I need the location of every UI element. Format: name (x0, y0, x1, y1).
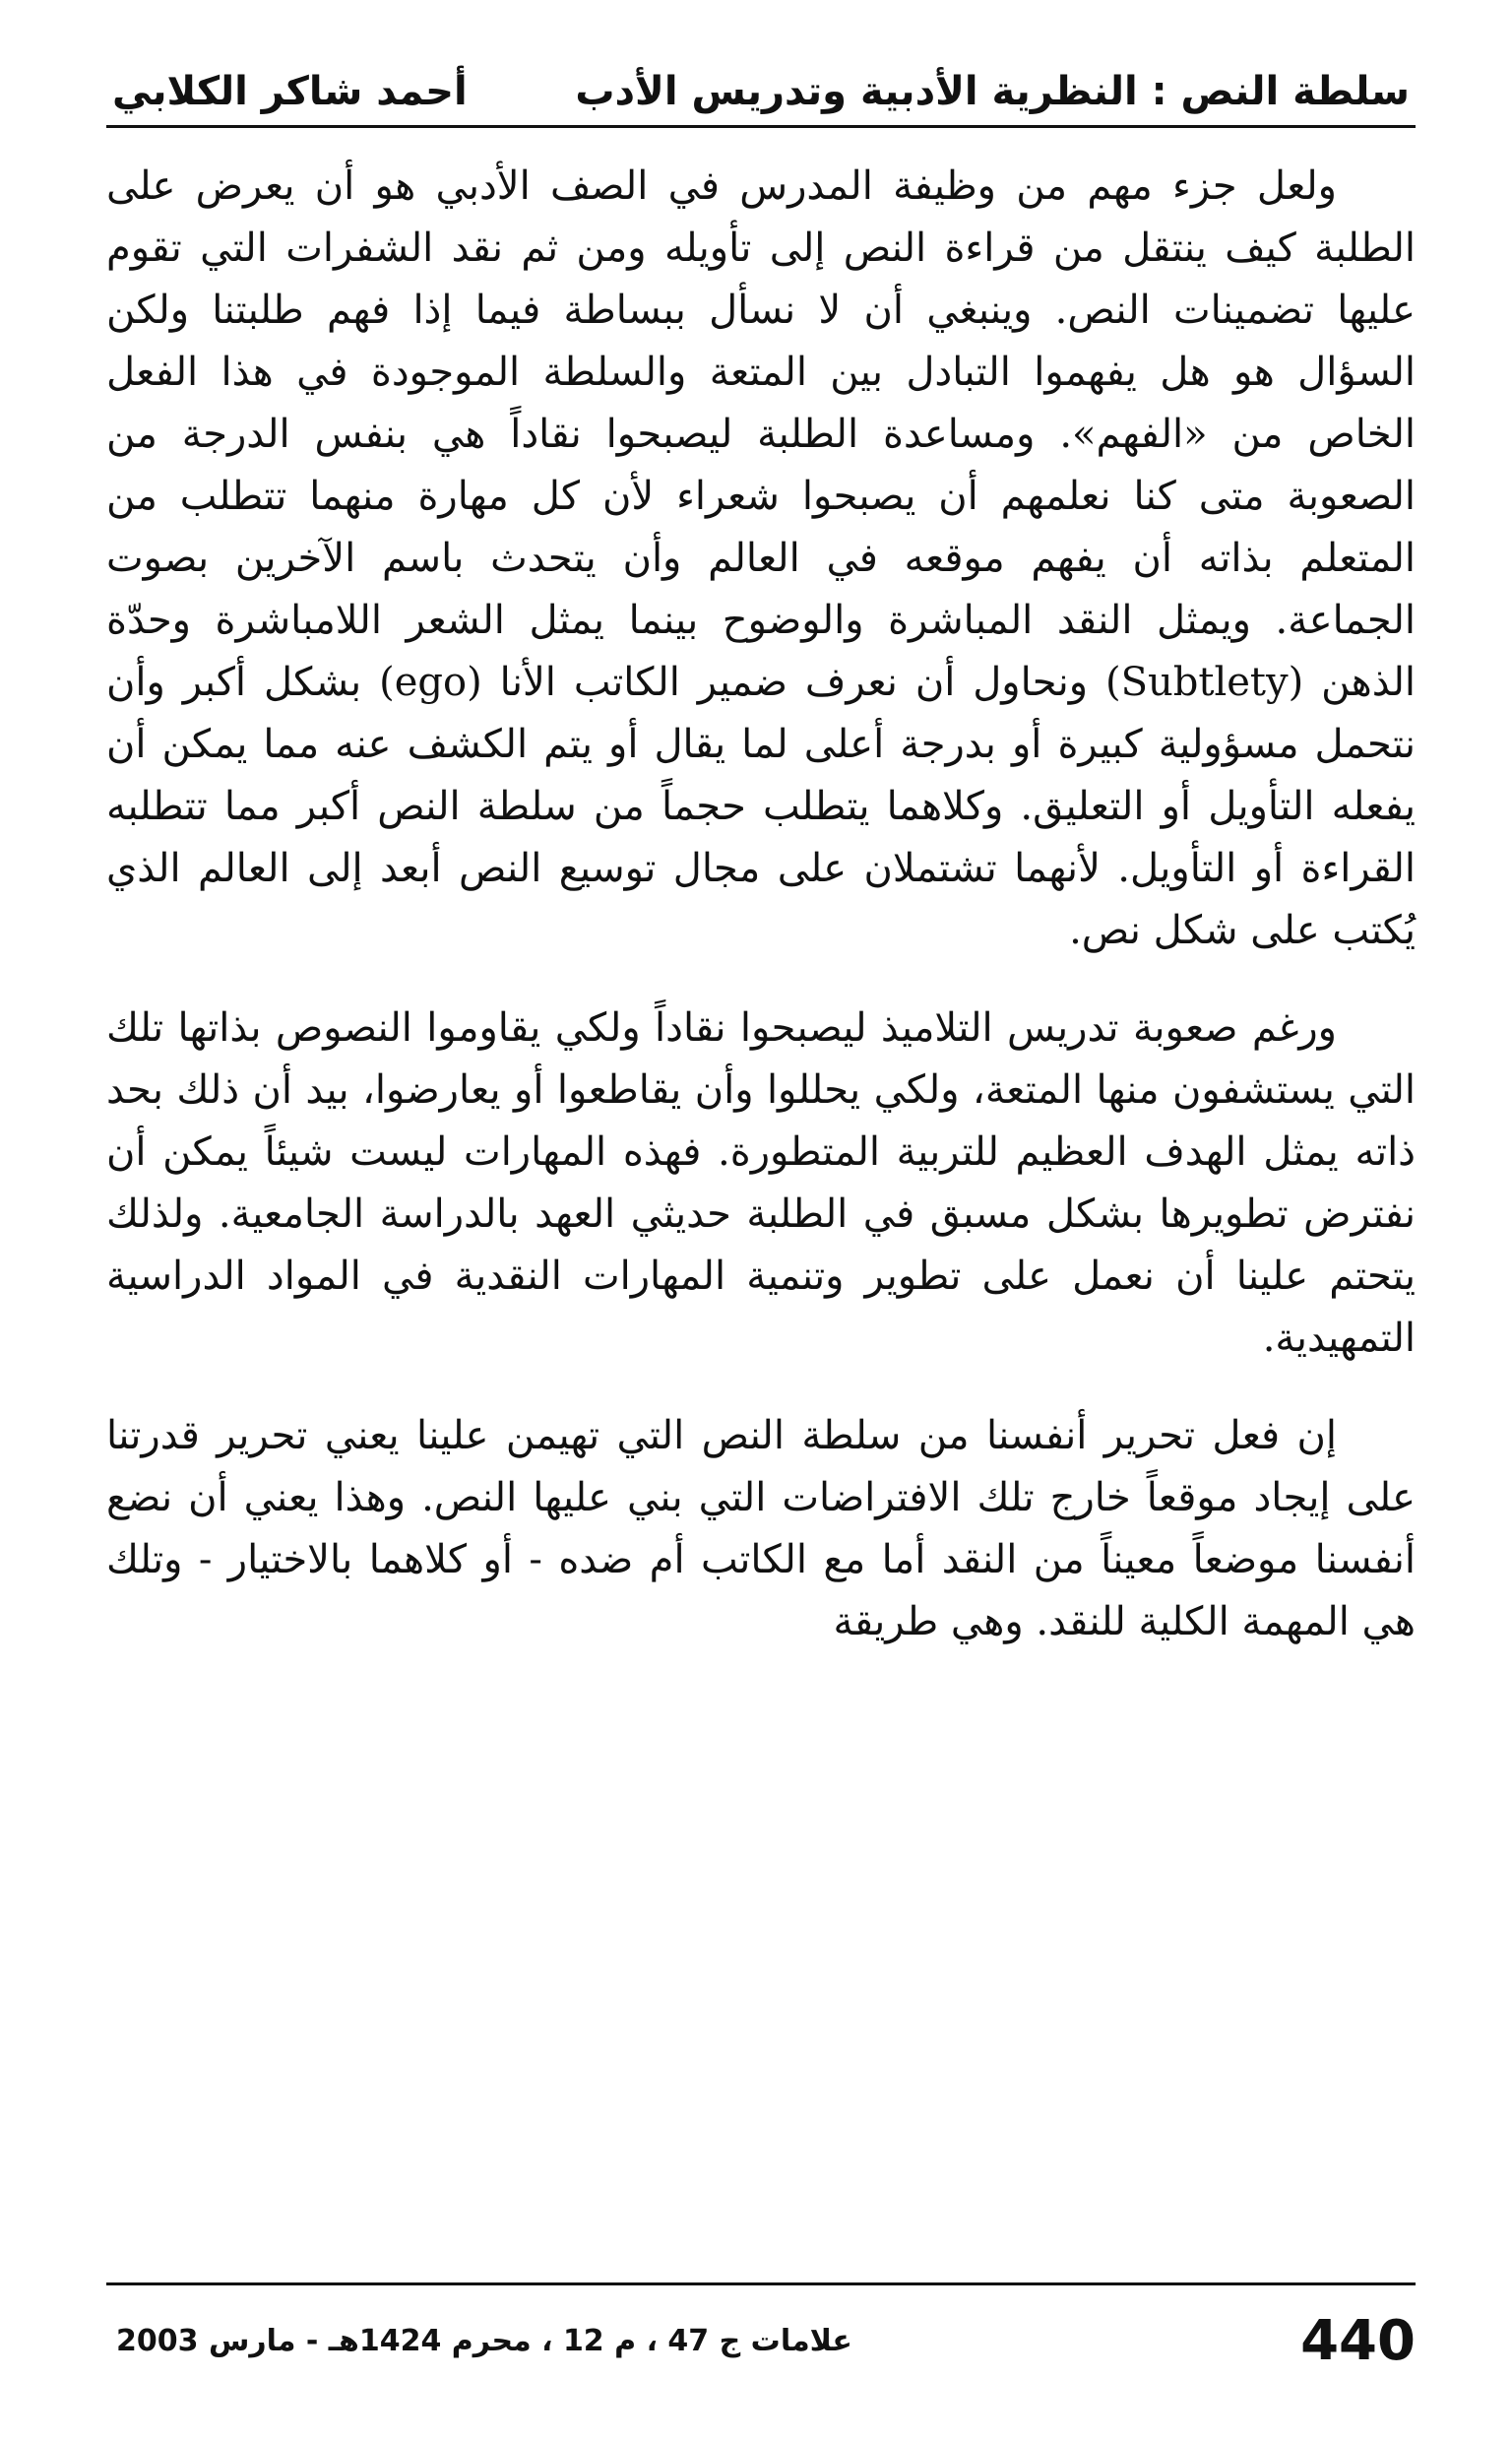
footer-rule (106, 2282, 1416, 2285)
page-footer (106, 2296, 1416, 2385)
article-title: سلطة النص : النظرية الأدبية وتدريس الأدب (575, 69, 1410, 114)
article-body (106, 156, 1416, 1653)
running-head (106, 49, 1416, 128)
issue-info: علامات ج 47 ، م 12 ، محرم 1424هـ - مارس 2003 (116, 2323, 852, 2358)
paragraph-3: إن فعل تحرير أنفسنا من سلطة النص التي تهيمن علينا يعني تحرير قدرتنا على إيجاد موقعاً خارج تلك الافتراضات التي بني عليها النص. وهذا يعني أن نضع أنفسنا موضعاً معيناً من النقد أما مع الكاتب أم ضده - أو كلاهما بالاختيار - وتلك هي المهمة الكلية للنقد. وهي طريقة (106, 1413, 1416, 1644)
paragraph-1: ولعل جزء مهم من وظيفة المدرس في الصف الأدبي هو أن يعرض على الطلبة كيف ينتقل من قراءة النص إلى تأويله ومن ثم نقد الشفرات التي تقوم عليها تضمينات النص. وينبغي أن لا نسأل ببساطة فيما إذا فهم طلبتنا ولكن السؤال هو هل يفهموا التبادل بين المتعة والسلطة الموجودة في هذا الفعل الخاص من «الفهم». ومساعدة الطلبة ليصبحوا نقاداً هي بنفس الدرجة من الصعوبة متى كنا نعلمهم أن يصبحوا شعراء لأن كل مهارة منهما تتطلب من المتعلم بذاته أن يفهم موقعه في العالم وأن يتحدث باسم الآخرين بصوت الجماعة. ويمثل النقد المباشرة والوضوح بينما يمثل الشعر اللامباشرة وحدّة الذهن (Subtlety) ونحاول أن نعرف ضمير الكاتب الأنا (ego) بشكل أكبر وأن نتحمل مسؤولية كبيرة أو بدرجة أعلى لما يقال أو يتم الكشف عنه مما يمكن أن يفعله التأويل أو التعليق. وكلاهما يتطلب حجماً من سلطة النص أكبر مما تتطلبه القراءة أو التأويل. لأنهما تشتملان على مجال توسيع النص أبعد إلى العالم الذي يُكتب على شكل نص. (106, 163, 1416, 953)
journal-page (106, 49, 1416, 2393)
author-name: أحمد شاكر الكلابي (112, 69, 468, 114)
page-number: 440 (1300, 2308, 1416, 2373)
paragraph-2: ورغم صعوبة تدريس التلاميذ ليصبحوا نقاداً ولكي يقاوموا النصوص بذاتها تلك التي يستشفون منها المتعة، ولكي يحللوا وأن يقاطعوا أو يعارضوا، بيد أن ذلك بحد ذاته يمثل الهدف العظيم للتربية المتطورة. فهذه المهارات ليست شيئاً يمكن أن نفترض تطويرها بشكل مسبق في الطلبة حديثي العهد بالدراسة الجامعية. ولذلك يتحتم علينا أن نعمل على تطوير وتنمية المهارات النقدية في المواد الدراسية التمهيدية. (106, 1005, 1416, 1361)
